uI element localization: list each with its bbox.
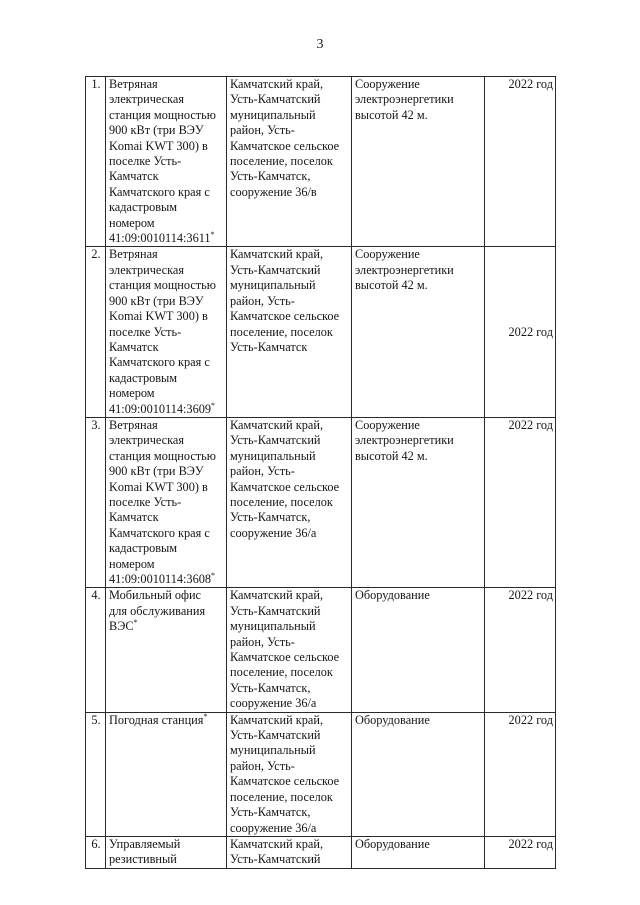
cell-line: кадастровым bbox=[109, 541, 178, 556]
object-year-cell: 2022 год bbox=[485, 588, 556, 712]
cell-line: поселке Усть- bbox=[109, 154, 182, 169]
cell-line: Мобильный офис bbox=[109, 588, 202, 603]
cell-line: Ветряная bbox=[109, 417, 158, 432]
object-type-cell bbox=[352, 836, 485, 868]
cell-line: Сооружение bbox=[355, 247, 420, 262]
cell-line: 900 кВт (три ВЭУ bbox=[109, 464, 204, 479]
cell-line: район, Усть- bbox=[230, 123, 295, 138]
cell-line: поселке Усть- bbox=[109, 324, 182, 339]
cell-line: поселение, поселок bbox=[230, 154, 333, 169]
cell-line: район, Усть- bbox=[230, 758, 295, 773]
cell-line: Ветряная bbox=[109, 247, 158, 262]
row-number: 5. bbox=[86, 712, 106, 836]
cell-line: Усть-Камчатский bbox=[230, 852, 321, 867]
table-row bbox=[86, 712, 556, 836]
object-address-cell bbox=[227, 588, 352, 712]
cell-line: электрическая bbox=[109, 92, 185, 107]
objects-table-body bbox=[86, 77, 556, 869]
object-name-cell bbox=[106, 77, 227, 247]
cell-line: Усть-Камчатск, bbox=[230, 169, 311, 184]
object-year-cell: 2022 год bbox=[485, 712, 556, 836]
cell-line: Камчатский край, bbox=[230, 77, 324, 91]
footnote-mark: * bbox=[133, 618, 138, 628]
cell-line: Камчатского края с bbox=[109, 355, 210, 370]
table-row bbox=[86, 77, 556, 247]
cell-line: Камчатское сельское bbox=[230, 479, 340, 494]
cell-line: сооружение 36/а bbox=[230, 820, 317, 835]
cell-line: электрическая bbox=[109, 433, 185, 448]
cell-line-text: Погодная станция bbox=[109, 712, 204, 727]
page-number: 3 bbox=[316, 37, 324, 52]
cell-line: электроэнергетики bbox=[355, 262, 454, 277]
cell-line bbox=[109, 231, 224, 246]
cell-line: Камчатского края с bbox=[109, 525, 210, 540]
row-number: 4. bbox=[86, 588, 106, 712]
cell-line: муниципальный bbox=[230, 743, 316, 758]
cell-line: Камчатский край, bbox=[230, 712, 324, 727]
object-name-cell bbox=[106, 712, 227, 836]
cell-line: номером bbox=[109, 386, 155, 401]
object-name-cell bbox=[106, 247, 227, 417]
cell-line-text: 41:09:0010114:3609 bbox=[109, 401, 212, 416]
cell-line: Усть-Камчатский bbox=[230, 262, 321, 277]
table-row bbox=[86, 588, 556, 712]
cell-line: номером bbox=[109, 215, 155, 230]
cell-line: Камчатское сельское bbox=[230, 138, 340, 153]
cell-line: муниципальный bbox=[230, 107, 316, 122]
cell-line-text: 41:09:0010114:3608 bbox=[109, 572, 212, 586]
cell-line bbox=[109, 572, 224, 587]
cell-line: поселение, поселок bbox=[230, 665, 333, 680]
object-type-cell bbox=[352, 712, 485, 836]
cell-line: электроэнергетики bbox=[355, 433, 454, 448]
object-name-cell bbox=[106, 588, 227, 712]
object-year-cell: 2022 год bbox=[485, 247, 556, 417]
cell-line: Камчатского края с bbox=[109, 184, 210, 199]
cell-line: Усть-Камчатский bbox=[230, 92, 321, 107]
object-address-cell bbox=[227, 712, 352, 836]
cell-line: электрическая bbox=[109, 262, 185, 277]
cell-line: Камчатск bbox=[109, 339, 159, 354]
object-type-cell bbox=[352, 588, 485, 712]
cell-line: Komai KWT 300) в bbox=[109, 138, 208, 153]
cell-line: Оборудование bbox=[355, 712, 430, 727]
cell-line: муниципальный bbox=[230, 619, 316, 634]
cell-line: Камчатское сельское bbox=[230, 650, 340, 665]
cell-line: Komai KWT 300) в bbox=[109, 309, 208, 324]
cell-line: Усть-Камчатск, bbox=[230, 805, 311, 820]
cell-line: резистивный bbox=[109, 852, 177, 867]
cell-line: Сооружение bbox=[355, 77, 420, 91]
cell-line: поселение, поселок bbox=[230, 494, 333, 509]
cell-line: для обслуживания bbox=[109, 603, 206, 618]
object-address-cell bbox=[227, 836, 352, 868]
object-type-cell bbox=[352, 417, 485, 587]
cell-line: станция мощностью bbox=[109, 448, 216, 463]
cell-line: кадастровым bbox=[109, 200, 178, 215]
cell-line: Усть-Камчатский bbox=[230, 728, 321, 743]
cell-line: поселение, поселок bbox=[230, 789, 333, 804]
cell-line: кадастровым bbox=[109, 370, 178, 385]
table-row bbox=[86, 836, 556, 868]
cell-line: Камчатский край, bbox=[230, 836, 324, 851]
cell-line: Оборудование bbox=[355, 836, 430, 851]
cell-line bbox=[109, 619, 224, 634]
cell-line: сооружение 36/а bbox=[230, 696, 317, 711]
footnote-mark: * bbox=[211, 570, 216, 580]
object-name-cell bbox=[106, 836, 227, 868]
cell-line: Усть-Камчатск, bbox=[230, 510, 311, 525]
object-type-cell bbox=[352, 247, 485, 417]
cell-line: район, Усть- bbox=[230, 634, 295, 649]
row-number: 2. bbox=[86, 247, 106, 417]
cell-line: 900 кВт (три ВЭУ bbox=[109, 293, 204, 308]
cell-line bbox=[109, 713, 224, 728]
cell-line: Усть-Камчатский bbox=[230, 603, 321, 618]
cell-line: 900 кВт (три ВЭУ bbox=[109, 123, 204, 138]
cell-line: электроэнергетики bbox=[355, 92, 454, 107]
cell-line: станция мощностью bbox=[109, 278, 216, 293]
object-name-cell bbox=[106, 417, 227, 587]
cell-line: поселке Усть- bbox=[109, 494, 182, 509]
cell-line: Камчатский край, bbox=[230, 417, 324, 432]
row-number: 3. bbox=[86, 417, 106, 587]
cell-line: Камчатск bbox=[109, 510, 159, 525]
cell-line: Камчатское сельское bbox=[230, 774, 340, 789]
cell-line: Ветряная bbox=[109, 77, 158, 91]
object-address-cell bbox=[227, 417, 352, 587]
cell-line-text: 41:09:0010114:3611 bbox=[109, 231, 211, 246]
cell-line: Камчатский край, bbox=[230, 247, 324, 262]
cell-line: станция мощностью bbox=[109, 107, 216, 122]
cell-line-text: ВЭС bbox=[109, 619, 134, 634]
cell-line: высотой 42 м. bbox=[355, 278, 428, 293]
cell-line: район, Усть- bbox=[230, 293, 295, 308]
object-type-cell bbox=[352, 77, 485, 247]
object-address-cell bbox=[227, 247, 352, 417]
cell-line bbox=[109, 402, 224, 417]
cell-line: Управляемый bbox=[109, 836, 181, 851]
row-number: 1. bbox=[86, 77, 106, 247]
object-year-cell: 2022 год bbox=[485, 417, 556, 587]
object-address-cell bbox=[227, 77, 352, 247]
cell-line: номером bbox=[109, 556, 155, 571]
cell-line: Сооружение bbox=[355, 417, 420, 432]
object-year-cell: 2022 год bbox=[485, 836, 556, 868]
cell-line: Камчатское сельское bbox=[230, 309, 340, 324]
cell-line: сооружение 36/в bbox=[230, 184, 317, 199]
cell-line: Камчатск bbox=[109, 169, 159, 184]
cell-line: Оборудование bbox=[355, 588, 430, 603]
cell-line: муниципальный bbox=[230, 278, 316, 293]
cell-line: муниципальный bbox=[230, 448, 316, 463]
cell-line: высотой 42 м. bbox=[355, 107, 428, 122]
footnote-mark: * bbox=[210, 229, 215, 239]
cell-line: Усть-Камчатск bbox=[230, 339, 308, 354]
cell-line: Усть-Камчатск, bbox=[230, 680, 311, 695]
table-row bbox=[86, 417, 556, 587]
footnote-mark: * bbox=[203, 711, 208, 721]
row-number: 6. bbox=[86, 836, 106, 868]
cell-line: Камчатский край, bbox=[230, 588, 324, 603]
cell-line: район, Усть- bbox=[230, 464, 295, 479]
footnote-mark: * bbox=[211, 400, 216, 410]
cell-line: поселение, поселок bbox=[230, 324, 333, 339]
cell-line: Усть-Камчатский bbox=[230, 433, 321, 448]
cell-line: Komai KWT 300) в bbox=[109, 479, 208, 494]
cell-line: сооружение 36/а bbox=[230, 525, 317, 540]
objects-table bbox=[85, 76, 556, 869]
cell-line: высотой 42 м. bbox=[355, 448, 428, 463]
object-year-cell: 2022 год bbox=[485, 77, 556, 247]
table-row bbox=[86, 247, 556, 417]
